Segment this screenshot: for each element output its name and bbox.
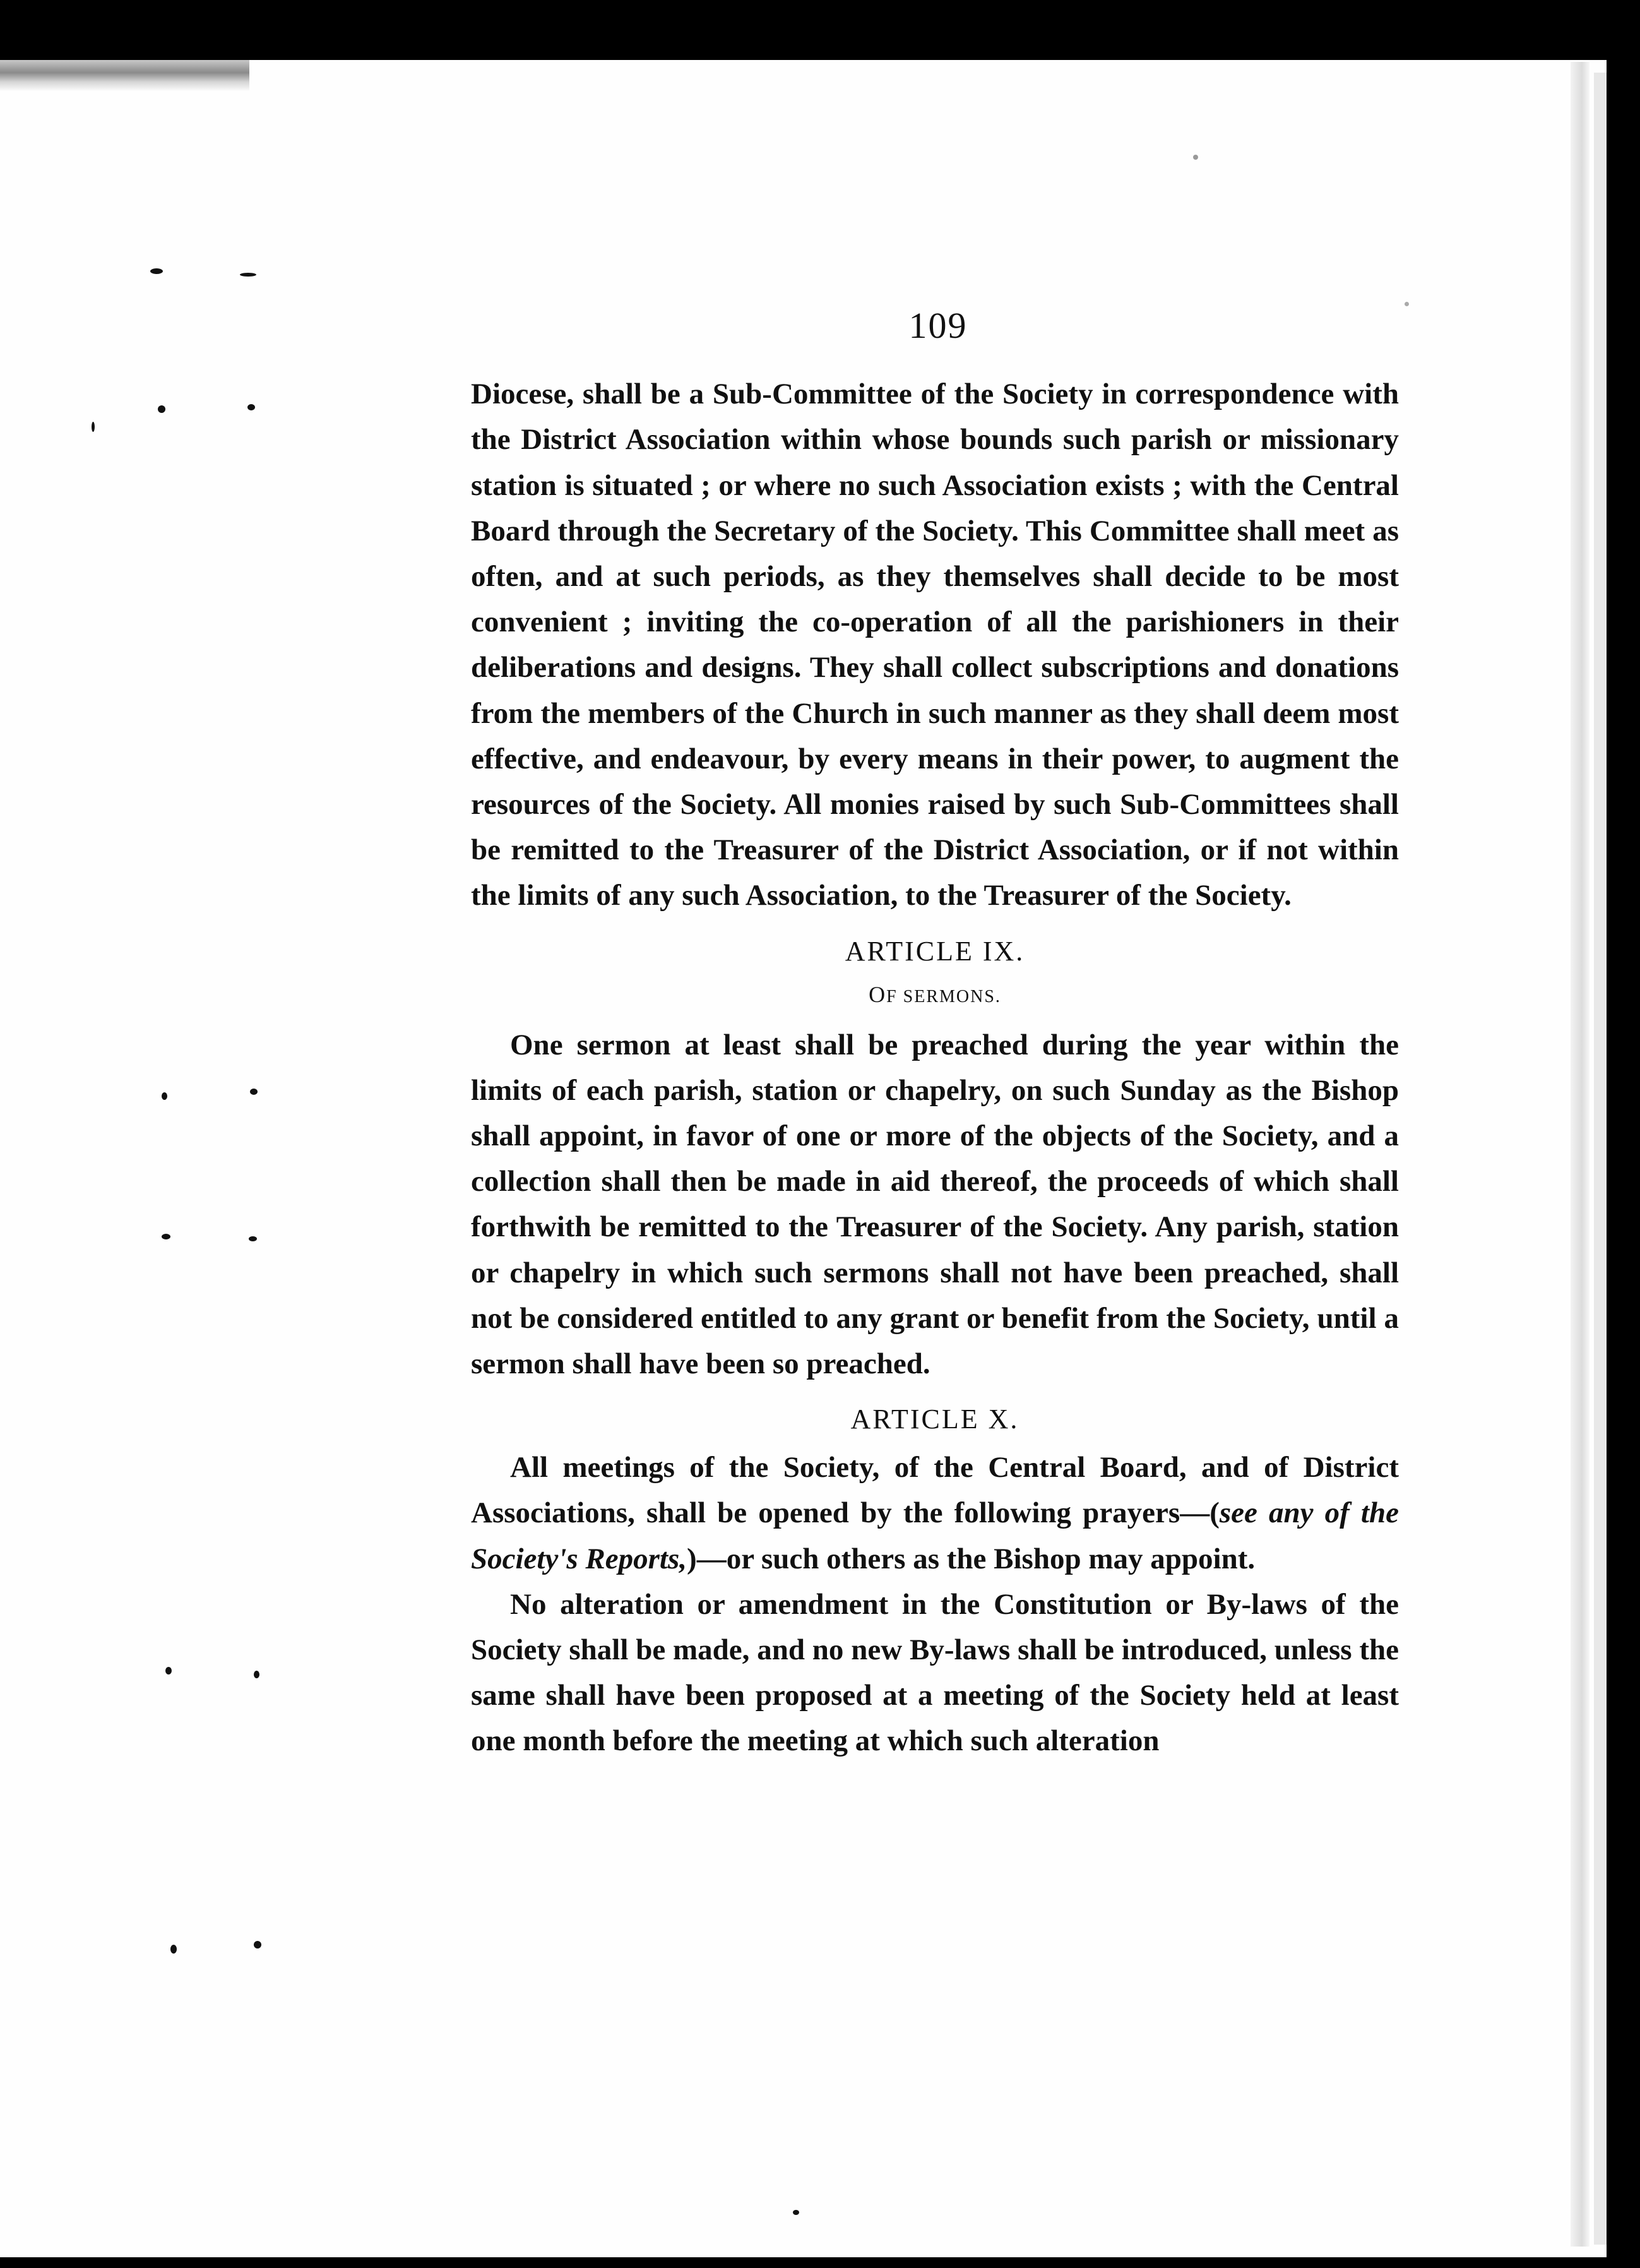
margin-mark	[92, 422, 95, 432]
margin-mark	[250, 1089, 258, 1095]
article-ix-heading: ARTICLE IX.	[845, 935, 1025, 967]
margin-mark	[158, 405, 165, 413]
article-x-paragraph-2: No alteration or amendment in the Constitution or By-laws of the Society shall be made, and no new By-laws shall be introduced, unless the same shall have been proposed at a meeting of the Society held at least one month before the meeting at which such alteration	[471, 1587, 1399, 1758]
page-content	[471, 303, 1399, 1764]
margin-mark	[254, 1671, 259, 1678]
article-x-heading: ARTICLE X.	[850, 1404, 1019, 1435]
margin-mark	[150, 268, 163, 274]
margin-mark	[249, 1236, 257, 1241]
margin-mark	[240, 273, 256, 277]
margin-mark	[1405, 302, 1409, 306]
page-number: 109	[908, 305, 968, 346]
margin-mark	[170, 1945, 177, 1954]
margin-mark	[247, 404, 255, 410]
article-x-text-1: All meetings of the Society, of the Central Board, and of District Associations, shall be opened by the following prayers—(	[471, 1451, 1399, 1530]
margin-mark	[1193, 155, 1198, 160]
page-edge-shadow	[1594, 73, 1607, 2245]
page-edge-right	[1571, 62, 1589, 2247]
margin-mark	[793, 2210, 799, 2215]
article-x-text-2: )—or such others as the Bishop may appoint.	[687, 1542, 1256, 1575]
subheading-initial: O	[869, 981, 887, 1007]
subheading-rest: F SERMONS.	[886, 986, 1001, 1006]
margin-mark	[165, 1667, 172, 1674]
article-ix-body: One sermon at least shall be preached during the year within the limits of each parish, station or chapelry, on such Sunday as the Bishop shall appoint, in favor of one or more of the objects of the Society, and a collection shall then be made in aid thereof, the proceeds of which shall forthwith be remitted to the Treasurer of the Society. Any parish, station or chapelry in which such sermons shall not have been preached, shall not be considered entitled to any grant or benefit from the Society, until a sermon shall have been so preached.	[471, 1028, 1399, 1381]
binding-edge	[0, 60, 249, 92]
opening-paragraph: Diocese, shall be a Sub-Committee of the Society in correspondence with the District Association within whose bounds such parish or missionary station is situated ; or where no such Association exists ; with the Central Board through the Secretary of the Society. This Committee shall meet as often, and at such periods, as they themselves shall decide to be most convenient ; inviting the co-operation of all the parishioners in their deliberations and designs. They shall collect subscriptions and donations from the members of the Church in such manner as they shall deem most effective, and endeavour, by every means in their power, to augment the resources of the Society. All monies raised by such Sub-Committees shall be remitted to the Treasurer of the District Association, or if not within the limits of any such Association, to the Treasurer of the Society.	[471, 378, 1399, 912]
margin-mark	[254, 1941, 261, 1949]
article-ix-subheading	[471, 977, 1399, 1015]
margin-mark	[162, 1092, 167, 1100]
margin-mark	[162, 1234, 170, 1239]
article-x-italic-reference: see any of the Society's Reports,	[471, 1496, 1399, 1575]
article-x-paragraph-1	[471, 1445, 1399, 1582]
